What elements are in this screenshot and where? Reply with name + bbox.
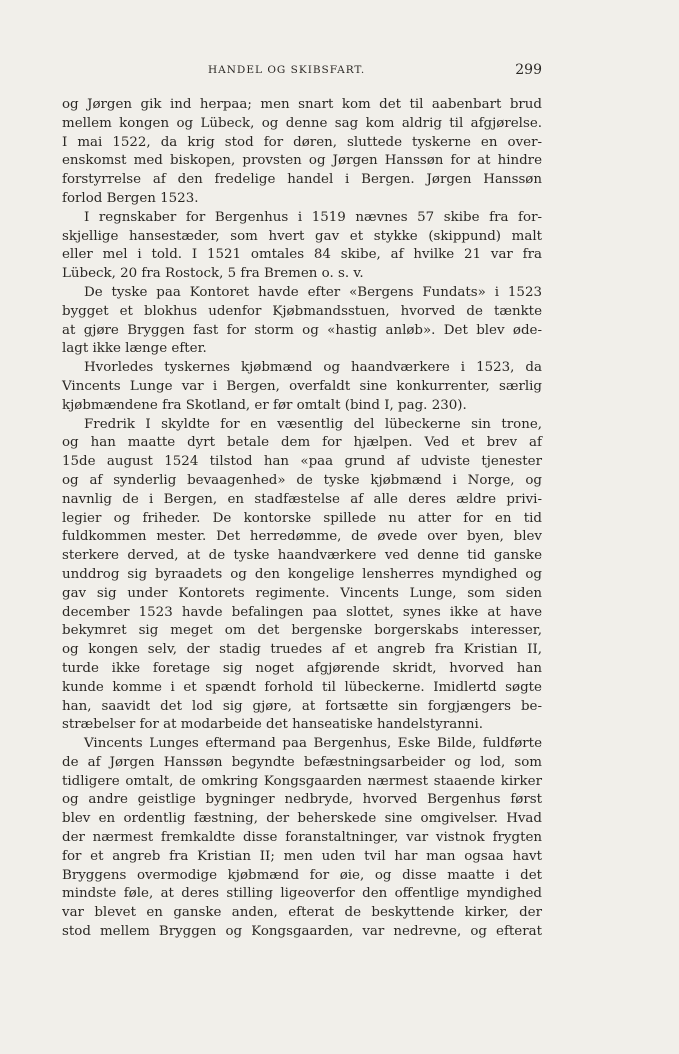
text-line: Fredrik I skyldte for en væsentlig del lübeckerne sin trone, [84,416,542,432]
text-line: forstyrrelse af den fredelige handel i Bergen. Jørgen Hanssøn [62,172,542,188]
text-line: mindste føle, at deres stilling ligeoverfor den offentlige myndighed [62,886,542,902]
text-line: lagt ikke længe efter. [62,341,207,357]
text-line: Bryggens overmodige kjøbmænd for øie, og disse maatte i det [62,867,542,883]
text-line: I regnskaber for Bergenhus i 1519 nævnes 57 skibe fra for- [84,209,542,225]
text-line: var blevet en ganske anden, efterat de beskyttende kirker, der [62,905,542,921]
text-line: kjøbmændene fra Skotland, er før omtalt (bind I, pag. 230). [62,397,467,413]
text-line: at gjøre Bryggen fast for storm og «hastig anløb». Det blev øde- [62,322,542,338]
page-header [62,62,542,82]
text-line: og Jørgen gik ind herpaa; men snart kom det til aabenbart brud [62,97,542,112]
text-line: De tyske paa Kontoret havde efter «Bergens Fundats» i 1523 [84,284,542,300]
body-text [62,96,542,942]
text-line: Lübeck, 20 fra Rostock, 5 fra Bremen o. s. v. [62,266,364,282]
text-line: kunde komme i et spændt forhold til lübeckerne. Imidlertd søgte [62,679,542,695]
text-line: og kongen selv, der stadig truedes af et angreb fra Kristian II, [62,642,542,658]
text-line: december 1523 havde befalingen paa slottet, synes ikke at have [62,604,542,620]
text-line: legier og friheder. De kontorske spillede nu atter for en tid [62,510,542,526]
text-line: I mai 1522, da krig stod for døren, sluttede tyskerne en over- [62,134,542,150]
text-line: Hvorledes tyskernes kjøbmænd og haandværkere i 1523, da [84,360,542,376]
page-number: 299 [515,62,542,78]
text-line: der nærmest fremkaldte disse foranstaltninger, var vistnok frygten [62,830,542,846]
text-line: skjellige hansestæder, som hvert gav et stykke (skippund) malt [62,228,542,244]
text-line: og han maatte dyrt betale dem for hjælpen. Ved et brev af [62,435,542,451]
text-line: unddrog sig byraadets og den kongelige lensherres myndighed og [62,566,542,582]
text-line: for et angreb fra Kristian II; men uden tvil har man ogsaa havt [62,848,542,864]
text-line: blev en ordentlig fæstning, der beherskede sine omgivelser. Hvad [62,811,542,827]
text-line: han, saavidt det lod sig gjøre, at fortsætte sin forgjængers be- [62,698,542,714]
text-line: eller mel i told. I 1521 omtales 84 skibe, af hvilke 21 var fra [62,247,542,263]
running-head: HANDEL OG SKIBSFART. [208,64,366,76]
text-line: fuldkommen mester. Det herredømme, de øvede over byen, blev [62,529,542,545]
text-line: bekymret sig meget om det bergenske borgerskabs interesser, [62,623,542,639]
text-line: Vincents Lunges eftermand paa Bergenhus, Eske Bilde, fuldførte [84,736,542,752]
text-line: tidligere omtalt, de omkring Kongsgaarden nærmest staaende kirker [62,773,542,789]
text-line: turde ikke foretage sig noget afgjørende skridt, hvorved han [62,660,542,676]
text-line: Vincents Lunge var i Bergen, overfaldt sine konkurrenter, særlig [62,378,542,394]
text-line: forlod Bergen 1523. [62,190,199,206]
text-line: bygget et blokhus udenfor Kjøbmandsstuen, hvorved de tænkte [62,303,542,319]
text-line: stod mellem Bryggen og Kongsgaarden, var nedrevne, og efterat [62,924,542,940]
text-line: og af synderlig bevaagenhed» de tyske kjøbmænd i Norge, og [62,472,542,488]
text-line: 15de august 1524 tilstod han «paa grund af udviste tjenester [62,454,542,470]
text-line: og andre geistlige bygninger nedbryde, hvorved Bergenhus først [62,792,542,808]
text-line: sterkere derved, at de tyske haandværkere ved denne tid ganske [62,548,542,564]
text-line: gav sig under Kontorets regimente. Vincents Lunge, som siden [62,585,542,601]
text-line: mellem kongen og Lübeck, og denne sag kom aldrig til afgjørelse. [62,115,542,131]
text-line: enskomst med biskopen, provsten og Jørgen Hanssøn for at hindre [62,153,542,169]
text-line: stræbelser for at modarbeide det hanseatiske handelstyranni. [62,717,483,733]
text-line: navnlig de i Bergen, en stadfæstelse af alle deres ældre privi- [62,491,542,507]
text-line: de af Jørgen Hanssøn begyndte befæstningsarbeider og lod, som [62,754,542,770]
